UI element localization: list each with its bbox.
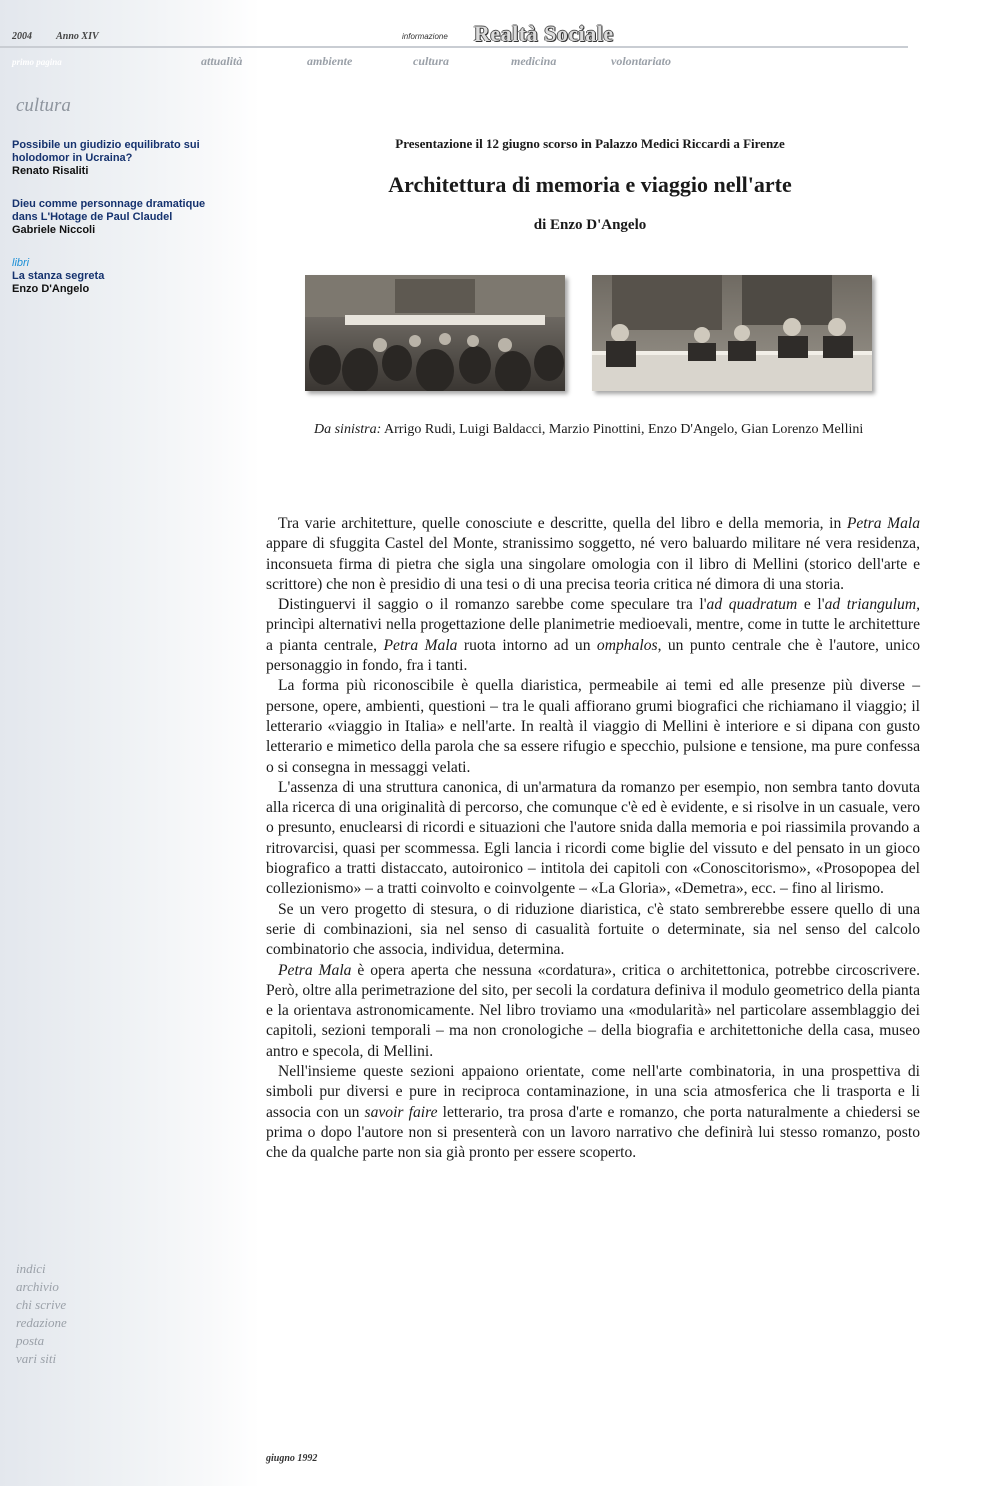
text-run: ruota intorno ad un bbox=[457, 636, 597, 654]
nav-cultura[interactable]: cultura bbox=[413, 54, 450, 68]
italic-run: Petra Mala bbox=[846, 515, 920, 532]
text-run: Se un vero progetto di stesura, o di riduzione diaristica, c'è stato sembrerebbe essere quello di una serie di combinazioni, sia nel senso di casualità fortuite o determinate, sia nel senso del calcolo combinatorio che associa, individua, determina. bbox=[266, 900, 920, 959]
photo-audience bbox=[305, 275, 565, 391]
main-nav bbox=[0, 54, 981, 72]
nav-medicina[interactable]: medicina bbox=[511, 54, 557, 68]
italic-run: omphalos bbox=[596, 636, 658, 654]
sidebar-footer-nav bbox=[16, 1260, 67, 1368]
nav-attualita[interactable]: attualità bbox=[201, 54, 243, 68]
link-vari-siti[interactable]: vari siti bbox=[16, 1351, 57, 1366]
article-byline: di Enzo D'Angelo bbox=[533, 217, 647, 233]
link-chi-scrive[interactable]: chi scrive bbox=[16, 1297, 67, 1312]
article-paragraph bbox=[266, 778, 920, 900]
nav-ambiente[interactable]: ambiente bbox=[307, 54, 353, 68]
italic-run: savoir faire bbox=[364, 1103, 438, 1121]
issue-label: Anno XIV bbox=[56, 31, 99, 42]
sidebar-item-title[interactable]: Dieu comme personnage dramatique dans L'Hotage de Paul Claudel bbox=[12, 198, 206, 223]
nav-volontariato[interactable]: volontariato bbox=[611, 54, 672, 68]
sidebar-article-list bbox=[12, 139, 232, 316]
article-date: giugno 1992 bbox=[266, 1453, 318, 1464]
italic-run: ad triangulum, bbox=[824, 596, 920, 614]
sidebar-item[interactable] bbox=[12, 139, 232, 178]
caption-lead: Da sinistra: bbox=[314, 422, 382, 437]
article-paragraph bbox=[266, 514, 920, 595]
article-paragraph bbox=[266, 676, 920, 777]
sidebar-item-title[interactable]: Possibile un giudizio equilibrato sui holodomor in Ucraina? bbox=[12, 139, 200, 164]
nav-home[interactable]: primo pagina bbox=[12, 57, 62, 67]
header-divider bbox=[0, 46, 908, 48]
article-paragraph bbox=[266, 595, 920, 676]
article-subhead: Presentazione il 12 giugno scorso in Palazzo Medici Riccardi a Firenze bbox=[395, 136, 785, 151]
text-run: La forma più riconoscibile è quella diaristica, permeabile ai temi ed alle presenze più diverse – persone, opere, ambienti, questioni – tra le quali affiorano grumi biografici che richiamano il viaggio; il letterario «viaggio in Italia» e nell'arte. In realtà il viaggio di Mellini è interiore e si dipana con gusto letterario e mimetico della parola che sa essere rifugio e specchio, pulsione e tensione, ma pure confessa o si consegna in messaggi velati. bbox=[266, 677, 920, 776]
text-run: appare di sfuggita Castel del Monte, stranissimo soggetto, né vero baluardo militare né vera residenza, inconsueta firma di pietra che sigla una singolare omologia con il libro di Mellini (storico dell'arte e scrittore) che non è presidio di una tesi o di una precisa teoria critica né dimora di una storia. bbox=[266, 535, 920, 593]
sidebar-item-author: Renato Risaliti bbox=[12, 165, 89, 177]
sidebar-item-author: Enzo D'Angelo bbox=[12, 283, 90, 295]
text-run: Nell'insieme queste sezioni appaiono orientate, come nell'arte combinatoria, in una prospettiva di simboli pur diversi e pure in reciproca contaminazione, in una scia atmosferica che li trasporta e li associa con un bbox=[266, 1063, 920, 1121]
sidebar-item-category[interactable]: libri bbox=[12, 257, 30, 269]
text-run: letterario, tra prosa d'arte e romanzo, che porta naturalmente a chiedersi se prima o dopo l'autore non si presenterà con un lavoro narrativo che definirà lui stesso romanzo, posto che da qualche parte non sia già pronto per essere scoperto. bbox=[266, 1103, 920, 1162]
text-run: Distinguervi il saggio o il romanzo sarebbe come speculare tra l' bbox=[278, 596, 707, 614]
logo-prefix: informazione bbox=[402, 32, 448, 41]
sidebar-item[interactable] bbox=[12, 257, 232, 296]
sidebar-item-author: Gabriele Niccoli bbox=[12, 224, 96, 236]
text-run: Tra varie architetture, quelle conosciute e descritte, quella del libro e della memoria, in bbox=[278, 515, 847, 532]
italic-run: ad quadratum bbox=[706, 596, 798, 614]
link-indici[interactable]: indici bbox=[16, 1261, 46, 1276]
photo-panel bbox=[592, 275, 872, 391]
issue-line bbox=[12, 31, 121, 42]
photo-caption bbox=[314, 421, 894, 439]
year-label: 2004 bbox=[12, 31, 32, 42]
logo-title: Realtà Sociale bbox=[474, 21, 614, 46]
italic-run: Petra Mala bbox=[278, 961, 352, 979]
article-title: Architettura di memoria e viaggio nell'arte bbox=[388, 172, 792, 197]
top-bar bbox=[0, 0, 981, 90]
article-body bbox=[266, 514, 920, 1164]
link-posta[interactable]: posta bbox=[16, 1333, 45, 1348]
link-redazione[interactable]: redazione bbox=[16, 1315, 67, 1330]
text-run: L'assenza di una struttura canonica, di un'armatura da romanzo per esempio, non sembra tanto dovuta alla ricerca di una originalità di percorso, che comunque c'è ed è evidente, e si risolve in un casuale, vero o presunto, enuclearsi di ricordi e situazioni che l'autore snida dalla memoria e poi riassimila provando a ritrovarcisi, quasi per scommessa. Egli lancia i ricordi come biglie del vissuto e del pensato in un gioco biografico a tratti distaccato, autoironico – intitola dei capitoli con «Conoscitorismo», «Prosopopea del collezionismo» – a tratti coinvolto e coinvolgente – «La Gloria», «Demetra», ecc. – fino al lirismo. bbox=[266, 778, 921, 898]
text-run: , un punto centrale che è l'autore, unico personaggio in fondo, fra i tanti. bbox=[266, 636, 920, 675]
link-archivio[interactable]: archivio bbox=[16, 1279, 59, 1294]
caption-names: Arrigo Rudi, Luigi Baldacci, Marzio Pinottini, Enzo D'Angelo, Gian Lorenzo Mellini bbox=[384, 422, 864, 437]
sidebar-item[interactable] bbox=[12, 198, 232, 237]
text-run: e l' bbox=[797, 596, 825, 614]
section-title: cultura bbox=[16, 95, 71, 116]
text-run: princìpi alternativi nella progettazione delle planimetrie medioevali, mentre, come in tutte le architetture a pianta centrale, bbox=[266, 616, 920, 654]
article-paragraph bbox=[266, 900, 920, 961]
italic-run: Petra Mala bbox=[383, 636, 458, 654]
sidebar-item-title[interactable]: La stanza segreta bbox=[12, 270, 105, 282]
article-paragraph bbox=[266, 961, 920, 1062]
article-paragraph bbox=[266, 1062, 920, 1163]
text-run: è opera aperta che nessuna «cordatura», critica o architettonica, potrebbe circoscrivere. Però, oltre alla perimetrazione del sito, per secoli la cordatura definiva il modulo geometrico della pianta e la orientava astronomicamente. Nel libro troviamo una «modularità» nel particolare assemblaggio dei capitoli, sezioni temporali – ma non cronologiche – della biografia e architettoniche della casa, museo antro e specola, di Mellini. bbox=[266, 961, 920, 1060]
